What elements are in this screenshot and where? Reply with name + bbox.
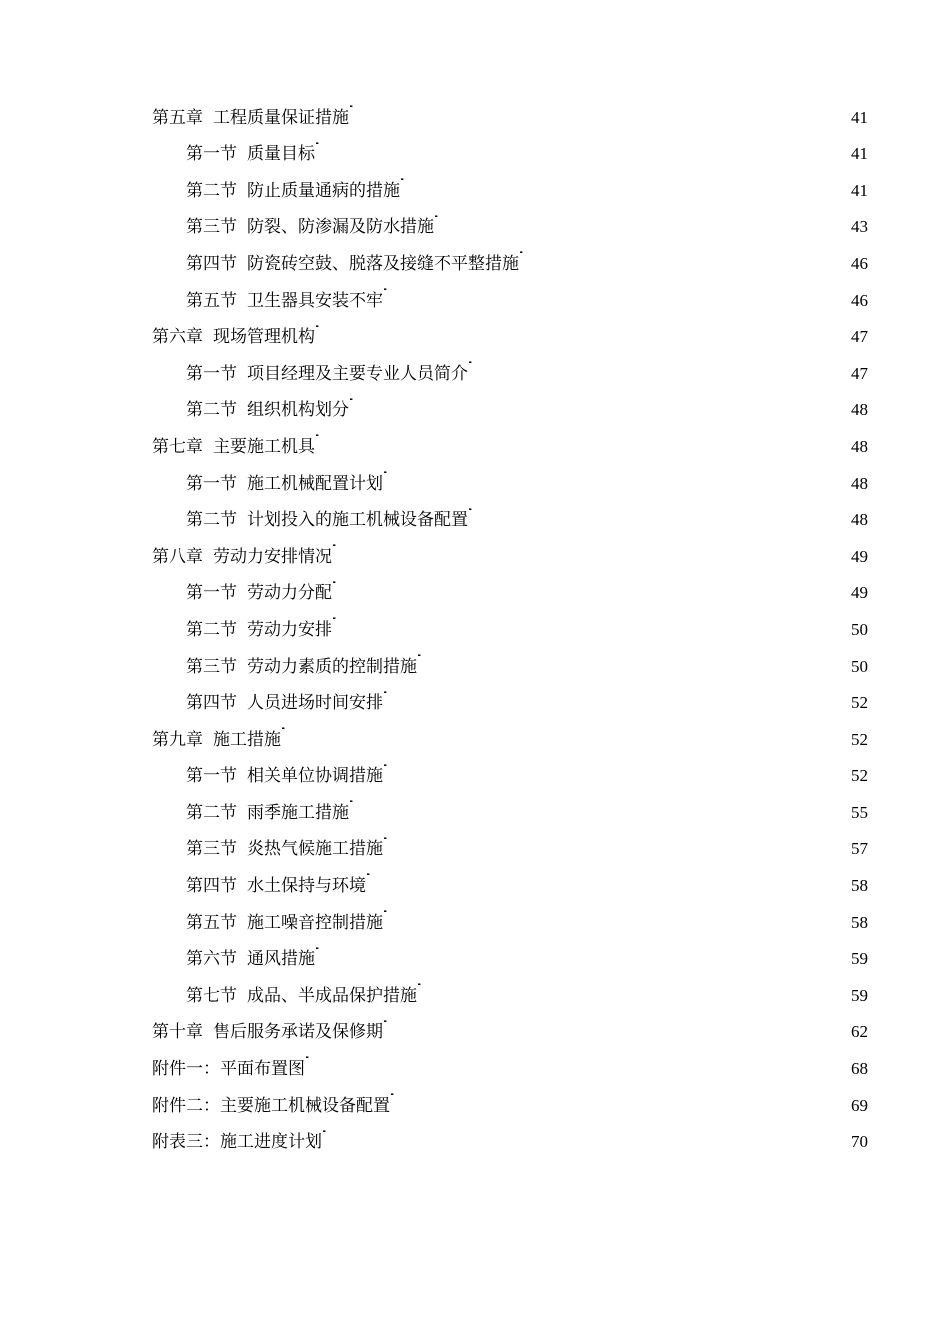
toc-dot-leader	[418, 964, 850, 1001]
toc-entry-title: 炎热气候施工措施	[247, 839, 383, 860]
toc-page-number: 55	[851, 802, 868, 822]
toc-entry-label	[186, 466, 383, 503]
toc-page-number: 69	[851, 1095, 868, 1115]
table-of-contents	[152, 86, 868, 1153]
toc-page-number: 58	[851, 876, 868, 896]
toc-entry-number: 第四节	[186, 876, 237, 897]
toc-page-number: 48	[851, 510, 868, 530]
toc-page-number: 59	[851, 985, 868, 1005]
toc-entry-title: 计划投入的施工机械设备配置	[247, 510, 468, 531]
toc-dot-leader	[401, 159, 850, 196]
toc-entry-title: 防止质量通病的措施	[247, 180, 400, 201]
toc-entry-title: 水土保持与环境	[247, 876, 366, 897]
toc-dot-leader	[418, 635, 850, 672]
toc-entry-label	[186, 941, 315, 978]
toc-entry-number: 第五节	[186, 290, 237, 311]
toc-entry-number: 第二节	[186, 180, 237, 201]
toc-entry-title: 劳动力安排	[247, 619, 332, 640]
toc-entry-number: 第一节	[186, 473, 237, 494]
toc-dot-leader	[333, 525, 850, 562]
toc-page-number: 41	[851, 107, 868, 127]
toc-page-number: 41	[851, 180, 868, 200]
toc-dot-leader	[323, 1111, 850, 1148]
toc-dot-leader	[384, 891, 850, 928]
toc-entry-title: 人员进场时间安排	[247, 693, 383, 714]
toc-entry-number: 第九章	[152, 729, 203, 750]
toc-dot-leader	[316, 306, 850, 343]
toc-entry-title: 附表三：施工进度计划	[152, 1132, 322, 1153]
toc-entry-label	[186, 649, 417, 686]
toc-dot-leader	[316, 928, 850, 965]
toc-entry-title: 劳动力素质的控制措施	[247, 656, 417, 677]
toc-dot-leader	[333, 562, 850, 599]
toc-entry-title: 劳动力安排情况	[213, 546, 332, 567]
toc-dot-leader	[367, 854, 850, 891]
toc-entry-number: 第七章	[152, 436, 203, 457]
toc-entry-title: 附件一：平面布置图	[152, 1059, 305, 1080]
toc-page-number: 47	[851, 327, 868, 347]
toc-entry-number: 第一节	[186, 766, 237, 787]
toc-dot-leader	[384, 452, 850, 489]
toc-entry-title: 施工机械配置计划	[247, 473, 383, 494]
toc-dot-leader	[350, 86, 850, 123]
toc-entry-title: 通风措施	[247, 949, 315, 970]
toc-dot-leader	[316, 123, 850, 160]
toc-dot-leader	[384, 672, 850, 709]
toc-entry-title: 质量目标	[247, 144, 315, 165]
toc-dot-leader	[333, 598, 850, 635]
toc-entry-number: 第一节	[186, 363, 237, 384]
toc-page-number: 52	[851, 693, 868, 713]
toc-entry-label	[152, 1051, 305, 1088]
toc-entry-number: 第七节	[186, 985, 237, 1006]
toc-entry-title: 附件二：主要施工机械设备配置	[152, 1095, 390, 1116]
toc-entry-label	[186, 209, 434, 246]
toc-entry-title: 施工措施	[213, 729, 281, 750]
toc-entry-title: 施工噪音控制措施	[247, 912, 383, 933]
toc-dot-leader	[384, 269, 850, 306]
toc-entry-title: 防裂、防渗漏及防水措施	[247, 217, 434, 238]
toc-page-number: 46	[851, 290, 868, 310]
toc-entry-label	[186, 978, 417, 1015]
toc-entry-title: 售后服务承诺及保修期	[213, 1022, 383, 1043]
toc-entry-number: 第四节	[186, 253, 237, 274]
toc-dot-leader	[469, 342, 850, 379]
toc-entry-number: 第五章	[152, 107, 203, 128]
toc-entry-number: 第二节	[186, 802, 237, 823]
toc-dot-leader	[469, 489, 850, 526]
toc-page-number: 41	[851, 144, 868, 164]
toc-entry-number: 第一节	[186, 583, 237, 604]
toc-page-number: 48	[851, 473, 868, 493]
toc-page-number: 47	[851, 363, 868, 383]
toc-entry-title: 项目经理及主要专业人员简介	[247, 363, 468, 384]
toc-page-number: 43	[851, 217, 868, 237]
toc-entry-number: 第三节	[186, 217, 237, 238]
toc-entry-label	[186, 136, 315, 173]
toc-entry-title: 卫生器具安装不牢	[247, 290, 383, 311]
toc-page-number: 50	[851, 619, 868, 639]
toc-entry-title: 成品、半成品保护措施	[247, 985, 417, 1006]
toc-entry-label	[186, 575, 332, 612]
toc-entry-title: 工程质量保证措施	[213, 107, 349, 128]
toc-page-number: 68	[851, 1059, 868, 1079]
toc-entry-title: 现场管理机构	[213, 327, 315, 348]
toc-page-number: 48	[851, 400, 868, 420]
toc-entry-number: 第三节	[186, 839, 237, 860]
toc-chapter-entry[interactable]	[152, 86, 868, 128]
toc-entry-label	[152, 429, 315, 466]
toc-page-number: 49	[851, 583, 868, 603]
toc-dot-leader	[316, 415, 850, 452]
toc-entry-label	[152, 319, 315, 356]
toc-entry-label	[152, 722, 281, 759]
toc-dot-leader	[384, 818, 850, 855]
toc-page-number: 62	[851, 1022, 868, 1042]
toc-dot-leader	[391, 1074, 850, 1111]
toc-entry-title: 主要施工机具	[213, 436, 315, 457]
toc-entry-label	[186, 831, 383, 868]
toc-page-number: 49	[851, 546, 868, 566]
toc-entry-label	[186, 795, 349, 832]
toc-dot-leader	[384, 1001, 850, 1038]
toc-entry-label	[186, 868, 366, 905]
toc-page-number: 50	[851, 656, 868, 676]
toc-page-number: 46	[851, 253, 868, 273]
toc-entry-number: 第二节	[186, 400, 237, 421]
toc-page-number: 48	[851, 436, 868, 456]
toc-dot-leader	[384, 745, 850, 782]
toc-page-number: 59	[851, 949, 868, 969]
toc-entry-number: 第二节	[186, 510, 237, 531]
toc-entry-label	[186, 612, 332, 649]
toc-entry-number: 第六节	[186, 949, 237, 970]
toc-dot-leader	[306, 1037, 850, 1074]
toc-page-number: 70	[851, 1132, 868, 1152]
toc-entry-title: 防瓷砖空鼓、脱落及接缝不平整措施	[247, 253, 519, 274]
toc-page-number: 58	[851, 912, 868, 932]
toc-dot-leader	[282, 708, 850, 745]
toc-dot-leader	[435, 196, 850, 233]
toc-entry-title: 劳动力分配	[247, 583, 332, 604]
toc-entry-number: 第十章	[152, 1022, 203, 1043]
toc-entry-title: 雨季施工措施	[247, 802, 349, 823]
toc-entry-title: 相关单位协调措施	[247, 766, 383, 787]
toc-page-number: 52	[851, 766, 868, 786]
toc-page-number: 52	[851, 729, 868, 749]
toc-dot-leader	[520, 232, 850, 269]
toc-entry-number: 第六章	[152, 327, 203, 348]
toc-entry-label	[186, 173, 400, 210]
toc-entry-number: 第三节	[186, 656, 237, 677]
toc-entry-number: 第五节	[186, 912, 237, 933]
toc-entry-number: 第四节	[186, 693, 237, 714]
toc-entry-number: 第二节	[186, 619, 237, 640]
toc-entry-label	[152, 539, 332, 576]
toc-dot-leader	[350, 379, 850, 416]
toc-page-number: 57	[851, 839, 868, 859]
toc-dot-leader	[350, 781, 850, 818]
toc-entry-title: 组织机构划分	[247, 400, 349, 421]
toc-entry-label	[152, 1124, 322, 1161]
toc-entry-number: 第一节	[186, 144, 237, 165]
toc-entry-number: 第八章	[152, 546, 203, 567]
